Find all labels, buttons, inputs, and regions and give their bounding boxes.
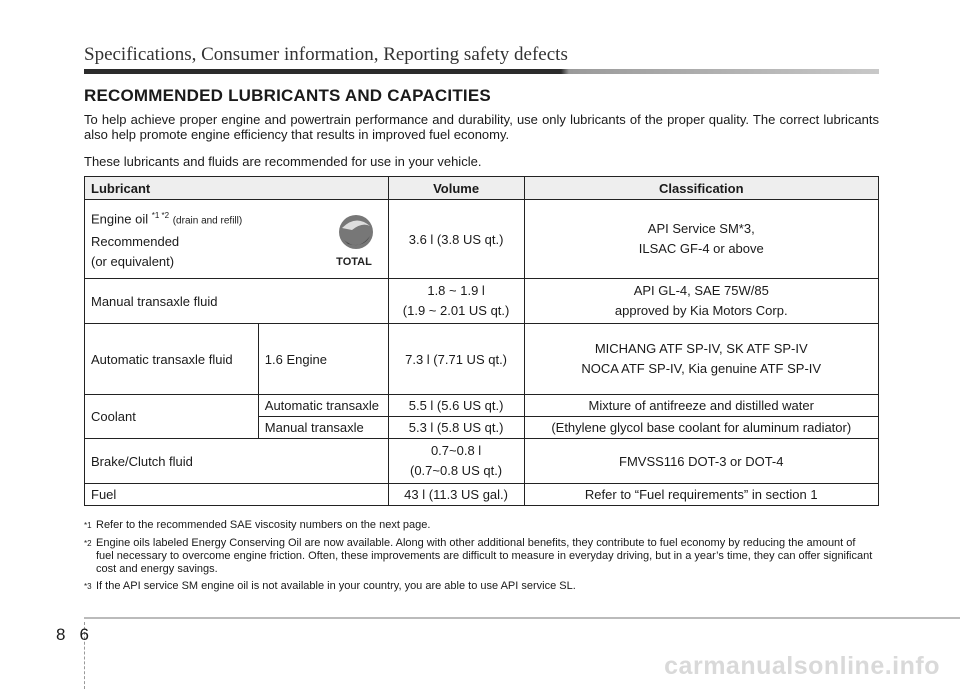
- coolant-type-2: Manual transaxle: [258, 417, 388, 439]
- footnote-1-text: Refer to the recommended SAE viscosity numbers on the next page.: [96, 519, 431, 531]
- coolant-class-1: Mixture of antifreeze and distilled water: [524, 395, 879, 417]
- page-number: [56, 625, 103, 645]
- footnote-3-mark: *3: [84, 582, 92, 591]
- engine-oil-class-1: API Service SM*3,: [647, 221, 755, 236]
- page-rule: [84, 617, 960, 619]
- coolant-class-2: (Ethylene glycol base coolant for aluminum radiator): [524, 417, 879, 439]
- brake-volume-1: 0.7~0.8 l: [430, 443, 482, 458]
- brake-class: FMVSS116 DOT-3 or DOT-4: [524, 439, 879, 484]
- footnote-3: [84, 580, 879, 593]
- header-volume: Volume: [388, 177, 524, 200]
- table-header-row: [85, 177, 879, 200]
- intro-paragraph-2: These lubricants and fluids are recommended for use in your vehicle.: [84, 154, 482, 169]
- coolant-name: Coolant: [85, 395, 259, 439]
- manual-class: [524, 279, 879, 324]
- engine-oil-class: [524, 200, 879, 279]
- engine-oil-marks: *1 *2: [151, 211, 170, 221]
- total-logo: [324, 210, 384, 270]
- fuel-class: Refer to “Fuel requirements” in section 1: [524, 484, 879, 506]
- intro-paragraph: To help achieve proper engine and powertrain performance and durability, use only lubricants of the proper quality. The correct lubricants also help promote engine efficiency that results in improved fuel economy.: [84, 112, 879, 142]
- brake-volume: [388, 439, 524, 484]
- manual-class-1: API GL-4, SAE 75W/85: [633, 283, 769, 298]
- table-row-coolant-1: [85, 395, 879, 417]
- page-chapter: 8: [56, 625, 66, 644]
- engine-oil-cell: [85, 200, 389, 279]
- automatic-class-2: NOCA ATF SP-IV, Kia genuine ATF SP-IV: [581, 361, 822, 376]
- fuel-volume: 43 l (11.3 US gal.): [388, 484, 524, 506]
- brake-name: Brake/Clutch fluid: [85, 439, 389, 484]
- page-index: 6: [79, 625, 89, 644]
- manual-name: Manual transaxle fluid: [85, 279, 389, 324]
- manual-volume: [388, 279, 524, 324]
- table-row-fuel: [85, 484, 879, 506]
- automatic-volume: 7.3 l (7.71 US qt.): [388, 324, 524, 395]
- engine-oil-volume: 3.6 l (3.8 US qt.): [388, 200, 524, 279]
- header-classification: Classification: [524, 177, 879, 200]
- footnote-1: [84, 519, 879, 532]
- manual-class-2: approved by Kia Motors Corp.: [614, 303, 788, 318]
- footnote-1-mark: *1: [84, 521, 92, 530]
- table-row-brake-clutch: [85, 439, 879, 484]
- manual-volume-1: 1.8 ~ 1.9 l: [427, 283, 485, 298]
- footnote-2-text: Engine oils labeled Energy Conserving Oil are now available. Along with other additional benefits, they contribute to fuel economy by reducing the amount of fuel necessary to overcome engine friction. Often, these improvements are difficult to measure in everyday driving, but in a year’s time, they can offer significant cost and energy savings.: [96, 537, 873, 575]
- brake-volume-2: (0.7~0.8 US qt.): [410, 463, 503, 478]
- coolant-volume-2: 5.3 l (5.8 US qt.): [388, 417, 524, 439]
- engine-oil-equivalent: (or equivalent): [91, 253, 175, 269]
- automatic-class-1: MICHANG ATF SP-IV, SK ATF SP-IV: [594, 341, 808, 356]
- section-heading: RECOMMENDED LUBRICANTS AND CAPACITIES: [84, 86, 491, 105]
- table-row-engine-oil: [85, 200, 879, 279]
- fuel-name: Fuel: [85, 484, 389, 506]
- engine-oil-class-2: ILSAC GF-4 or above: [638, 241, 764, 256]
- automatic-engine: 1.6 Engine: [258, 324, 388, 395]
- automatic-name: Automatic transaxle fluid: [85, 324, 259, 395]
- coolant-volume-1: 5.5 l (5.6 US qt.): [388, 395, 524, 417]
- page-header-title: Specifications, Consumer information, Reporting safety defects: [84, 44, 568, 65]
- footnote-3-text: If the API service SM engine oil is not available in your country, you are able to use API service SL.: [96, 580, 576, 592]
- total-logo-text: TOTAL: [335, 256, 372, 268]
- watermark: carmanualsonline.info: [664, 652, 940, 680]
- automatic-class: [524, 324, 879, 395]
- header-bar: [84, 69, 879, 74]
- table-row-manual-transaxle: [85, 279, 879, 324]
- coolant-type-1: Automatic transaxle: [258, 395, 388, 417]
- table-row-automatic-transaxle: [85, 324, 879, 395]
- engine-oil-name: Engine oil: [91, 211, 149, 227]
- engine-oil-note: (drain and refill): [172, 215, 243, 227]
- header-lubricant: Lubricant: [85, 177, 389, 200]
- manual-volume-2: (1.9 ~ 2.01 US qt.): [402, 303, 510, 318]
- footnote-2: [84, 537, 879, 576]
- lubricants-table: [84, 176, 879, 506]
- footnote-2-mark: *2: [84, 539, 92, 548]
- engine-oil-recommended: Recommended: [91, 233, 180, 249]
